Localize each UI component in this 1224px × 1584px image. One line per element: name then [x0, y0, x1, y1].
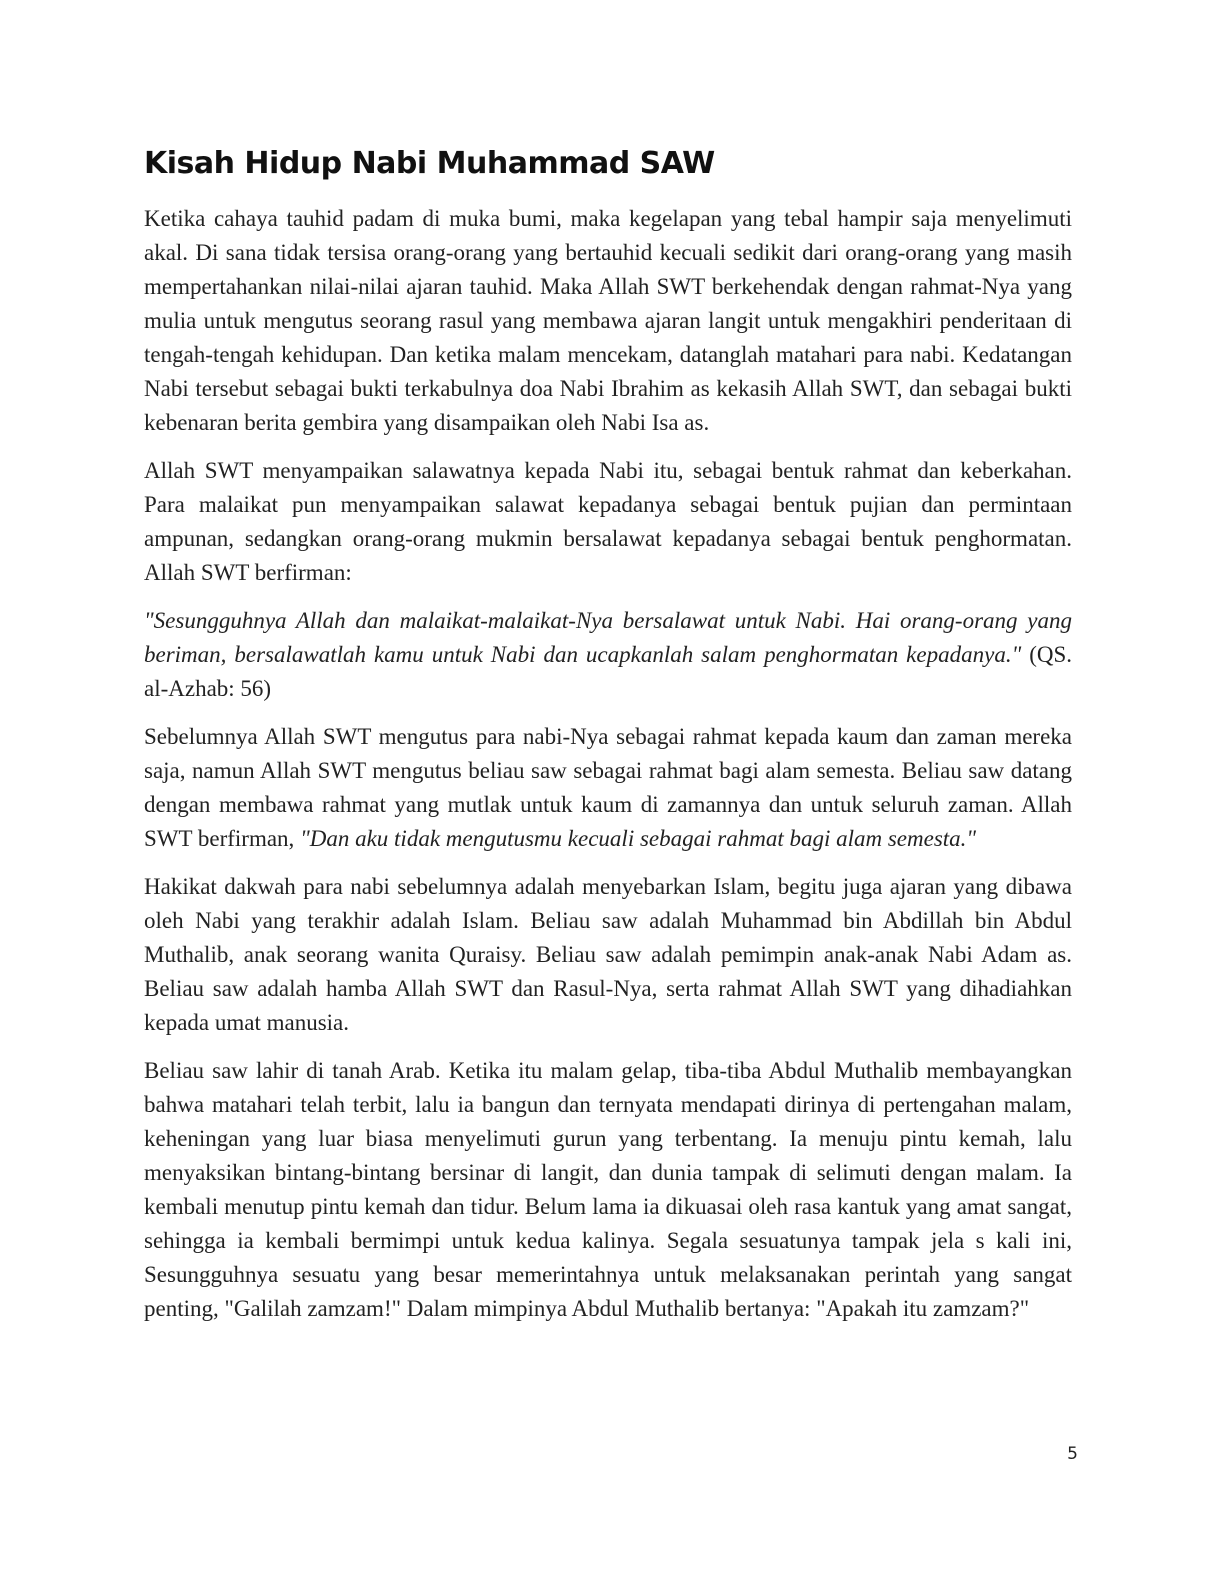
paragraph-4-quote: "Dan aku tidak mengutusmu kecuali sebagai rahmat bagi alam semesta." [300, 826, 977, 851]
quran-reference: (QS. al-Azhab: 56) [144, 642, 1072, 701]
paragraph-4-text: Sebelumnya Allah SWT mengutus para nabi-Nya sebagai rahmat kepada kaum dan zaman mereka saja, namun Allah SWT mengutus beliau saw sebagai rahmat bagi alam semesta. Beliau saw datang dengan membawa rahmat yang mutlak untuk kaum di zamannya dan untuk seluruh zaman. Allah SWT berfirman, [144, 724, 1072, 851]
paragraph-2: Allah SWT menyampaikan salawatnya kepada Nabi itu, sebagai bentuk rahmat dan keberkahan. Para malaikat pun menyampaikan salawat kepadanya sebagai bentuk pujian dan permintaan ampunan, sedangkan orang-orang mukmin bersalawat kepadanya sebagai bentuk penghormatan. Allah SWT berfirman: [144, 458, 1072, 585]
page-content [144, 142, 1072, 1340]
paragraph-1: Ketika cahaya tauhid padam di muka bumi, maka kegelapan yang tebal hampir saja menyelimuti akal. Di sana tidak tersisa orang-orang yang bertauhid kecuali sedikit dari orang-orang yang masih mempertahankan nilai-nilai ajaran tauhid. Maka Allah SWT berkehendak dengan rahmat-Nya yang mulia untuk mengutus seorang rasul yang membawa ajaran langit untuk mengakhiri penderitaan di tengah-tengah kehidupan. Dan ketika malam mencekam, datanglah matahari para nabi. Kedatangan Nabi tersebut sebagai bukti terkabulnya doa Nabi Ibrahim as kekasih Allah SWT, dan sebagai bukti kebenaran berita gembira yang disampaikan oleh Nabi Isa as. [144, 206, 1072, 435]
quran-quote: "Sesungguhnya Allah dan malaikat-malaikat-Nya bersalawat untuk Nabi. Hai orang-orang yang beriman, bersalawatlah kamu untuk Nabi dan ucapkanlah salam penghormatan kepadanya." [144, 608, 1072, 667]
page-number: 5 [1067, 1444, 1078, 1464]
paragraph-3-quote [144, 604, 1072, 706]
paragraph-6: Beliau saw lahir di tanah Arab. Ketika itu malam gelap, tiba-tiba Abdul Muthalib membayangkan bahwa matahari telah terbit, lalu ia bangun dan ternyata mendapati dirinya di pertengahan malam, keheningan yang luar biasa menyelimuti gurun yang terbentang. Ia menuju pintu kemah, lalu menyaksikan bintang-bintang bersinar di langit, dan dunia tampak di selimuti dengan malam. Ia kembali menutup pintu kemah dan tidur. Belum lama ia dikuasai oleh rasa kantuk yang amat sangat, sehingga ia kembali bermimpi untuk kedua kalinya. Segala sesuatunya tampak jela s kali ini, Sesungguhnya sesuatu yang besar memerintahnya untuk melaksanakan perintah yang sangat penting, "Galilah zamzam!" Dalam mimpinya Abdul Muthalib bertanya: "Apakah itu zamzam?" [144, 1058, 1072, 1321]
paragraph-5: Hakikat dakwah para nabi sebelumnya adalah menyebarkan Islam, begitu juga ajaran yang dibawa oleh Nabi yang terakhir adalah Islam. Beliau saw adalah Muhammad bin Abdillah bin Abdul Muthalib, anak seorang wanita Quraisy. Beliau saw adalah pemimpin anak-anak Nabi Adam as. Beliau saw adalah hamba Allah SWT dan Rasul-Nya, serta rahmat Allah SWT yang dihadiahkan kepada umat manusia. [144, 874, 1072, 1035]
paragraph-4 [144, 720, 1072, 856]
page-title: Kisah Hidup Nabi Muhammad SAW [144, 146, 715, 181]
